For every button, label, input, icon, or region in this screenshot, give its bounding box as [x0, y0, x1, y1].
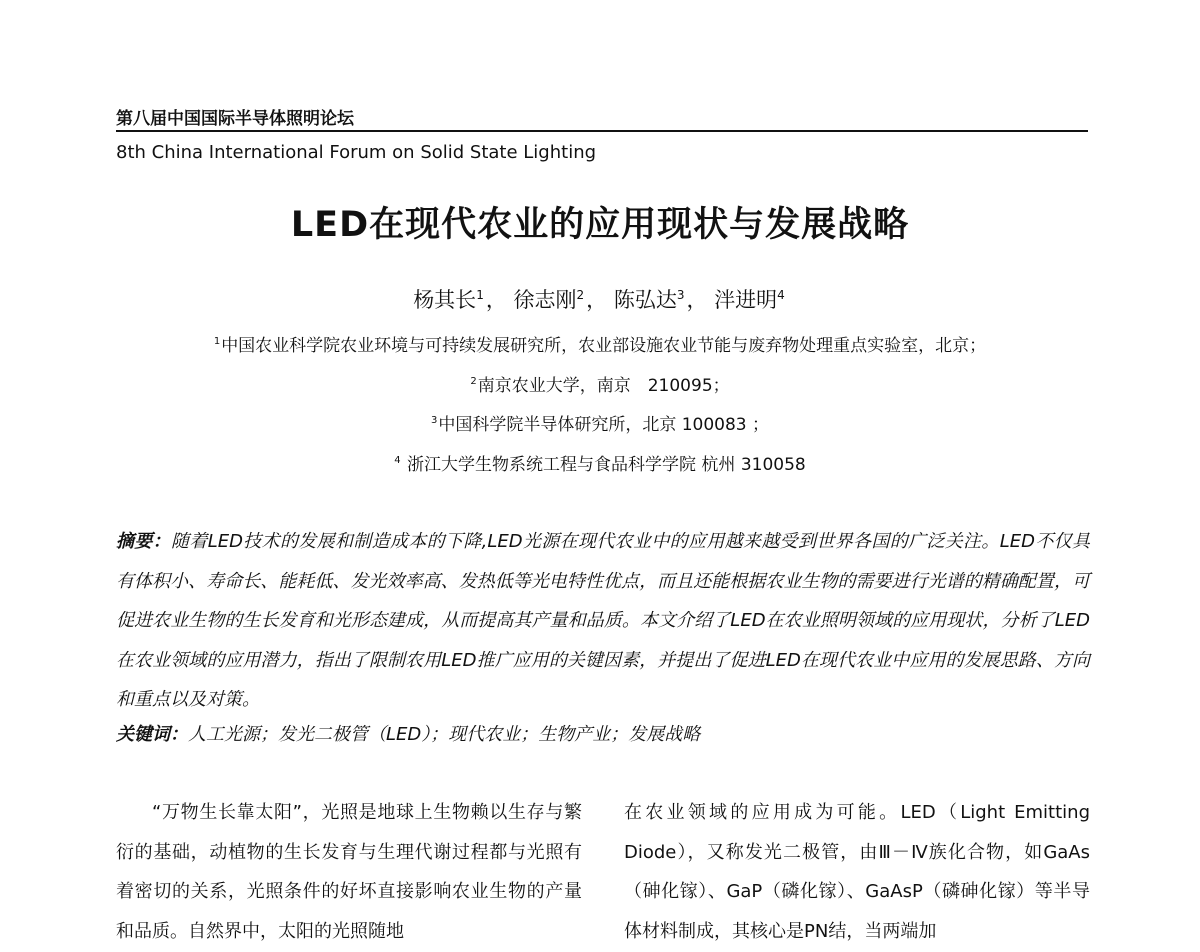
author-list: [0, 284, 1200, 314]
author-name: 杨其长: [413, 288, 477, 312]
affiliation-mark: 2: [470, 376, 477, 388]
affiliation-mark: 1: [213, 336, 221, 348]
author-separator: ，: [586, 288, 608, 312]
author-mark: 2: [576, 288, 585, 302]
conference-name-en: 8th China International Forum on Solid State Lighting: [116, 142, 597, 163]
abstract-text: 随着LED技术的发展和制造成本的下降,LED光源在现代农业中的应用越来越受到世界各国的广泛关注。LED不仅具有体积小、寿命长、能耗低、发光效率高、发热低等光电特性优点，而且还能根据农业生物的需要进行光谱的精确配置，可促进农业生物的生长发育和光形态建成，从而提高其产量和品质。本文介绍了LED在农业照明领域的应用现状，分析了LED在农业领域的应用潜力，指出了限制农用LED推广应用的关键因素，并提出了促进LED在现代农业中应用的发展思路、方向和重点以及对策。: [116, 531, 1090, 710]
affiliation-mark: 3: [430, 415, 438, 427]
keywords-label: 关键词：: [116, 724, 188, 745]
affiliation-text: 浙江大学生物系统工程与食品科学学院 杭州 310058: [401, 455, 806, 475]
body-paragraph: “万物生长靠太阳”，光照是地球上生物赖以生存与繁衍的基础，动植物的生长发育与生理代谢过程都与光照有着密切的关系，光照条件的好坏直接影响农业生物的产量和品质。自然界中，太阳的光照随地: [116, 802, 582, 942]
author-name: 泮进明: [714, 288, 778, 312]
author-mark: 3: [676, 288, 685, 302]
paper-title: LED在现代农业的应用现状与发展战略: [290, 205, 910, 245]
keywords-text: 人工光源；发光二极管（LED）；现代农业；生物产业；发展战略: [188, 724, 701, 745]
body-column-left: [116, 793, 582, 951]
affiliation-text: 中国农业科学院农业环境与可持续发展研究所，农业部设施农业节能与废弃物处理重点实验室，北京；: [221, 336, 987, 356]
affiliation: [0, 331, 1200, 356]
conference-name-cn: 第八届中国国际半导体照明论坛: [116, 109, 354, 129]
abstract-label: 摘要：: [116, 531, 172, 552]
author-mark: 4: [777, 288, 785, 302]
affiliation: [0, 410, 1200, 435]
affiliation-text: 中国科学院半导体研究所，北京 100083 ；: [438, 415, 770, 435]
author-separator: ，: [686, 288, 708, 312]
keywords: [116, 720, 1090, 746]
affiliation-text: 南京农业大学，南京 210095；: [477, 376, 730, 396]
author-name: 徐志刚: [513, 288, 577, 312]
author-separator: ，: [485, 288, 507, 312]
affiliation: [0, 450, 1200, 475]
author-name: 陈弘达: [613, 288, 677, 312]
affiliation: [0, 371, 1200, 396]
abstract: [116, 522, 1090, 720]
header-rule: [116, 130, 1088, 132]
affiliation-mark: 4: [394, 455, 401, 467]
author-mark: 1: [476, 288, 484, 302]
body-paragraph: 在农业领域的应用成为可能。LED（Light Emitting Diode），又称发光二极管，由Ⅲ－Ⅳ族化合物，如GaAs（砷化镓）、GaP（磷化镓）、GaAsP（磷砷化镓）等半导体材料制成，其核心是PN结，当两端加: [624, 802, 1090, 942]
body-column-right: [624, 793, 1090, 951]
